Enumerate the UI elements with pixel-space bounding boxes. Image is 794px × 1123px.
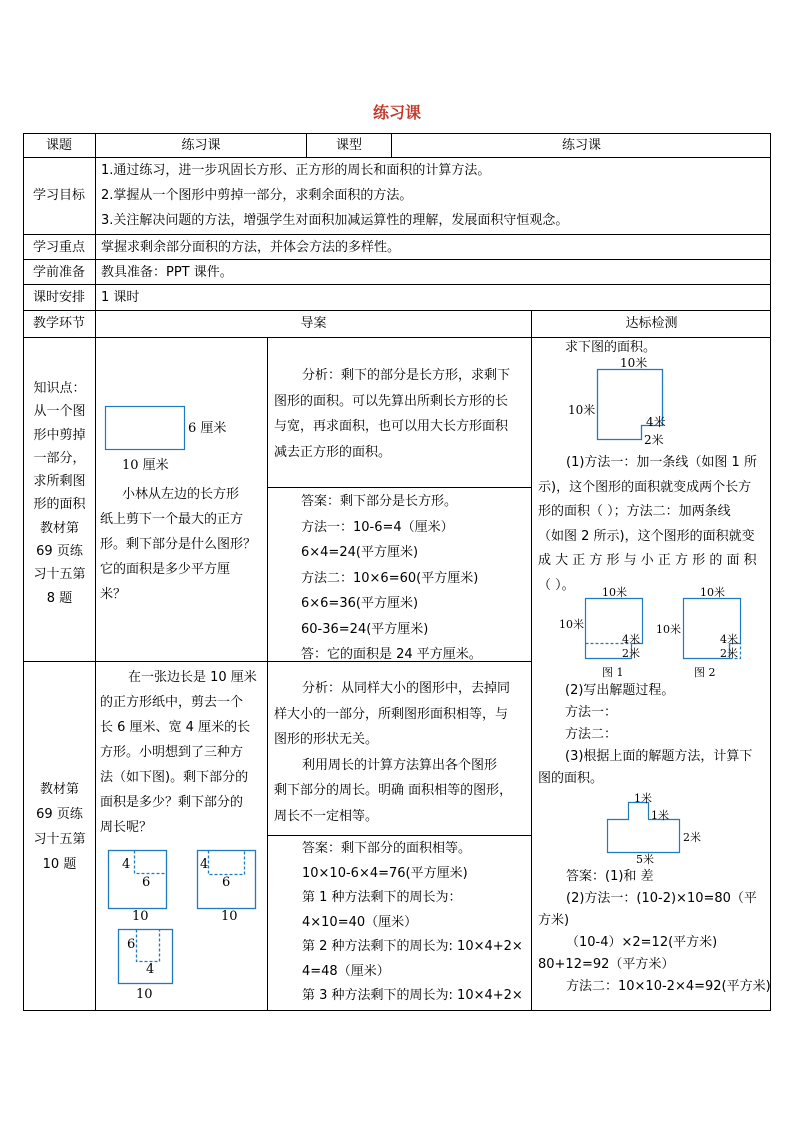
- method-figures: [552, 583, 767, 681]
- fig2-caption: 图 2: [694, 666, 716, 679]
- prep-text: 教具准备：PPT 课件。: [101, 265, 233, 280]
- fig1-caption: 图 1: [602, 666, 624, 679]
- fig3-right-label: 2米: [683, 831, 701, 844]
- check-answer: 答案：(1)和 差 (2)方法一：(10-2)×10=80（平 方米) （10-4）×2=12(平方米) 80+12=92（平方米） 方法二：10×10-2×4=92(平方米): [538, 869, 771, 994]
- section2-answer: 答案：剩下部分的面积相等。 10×10-6×4=76(平方厘米) 第 1 种方法剩下的周长为： 4×10=40（厘米） 第 2 种方法剩下的周长为: 10×4+2× 4=48（厘米） 第 3 种方法剩下的周长为: 10×4+2×: [302, 841, 523, 1003]
- figure-height-label: 6 厘米: [188, 421, 227, 436]
- fig1-top-label: 10米: [602, 586, 627, 599]
- fig2-top-label: 10米: [700, 586, 725, 599]
- fig-label-4: 4: [200, 857, 209, 872]
- fig-label-10: 10: [136, 987, 153, 1002]
- fig2-small-label: 4米: [720, 633, 738, 646]
- fig3-top-label: 1米: [634, 792, 652, 805]
- fig-label-10: 10: [221, 909, 238, 924]
- type-value: 练习课: [561, 138, 601, 153]
- figure-width-label: 10 厘米: [122, 458, 169, 473]
- section1-step: 知识点： 从一个图 形中剪掉 一部分， 求所剩图 形的面积 教材第 69 页练 习十五第 8 题: [33, 381, 86, 606]
- section1-analysis: 分析：剩下的部分是长方形，求剩下 图形的面积。可以先算出所剩长方形的长 与宽，再求面积，也可以用大长方形面积 减去正方形的面积。: [274, 368, 511, 460]
- fig-label-6: 6: [127, 937, 136, 952]
- fig-label-4: 4: [146, 962, 155, 977]
- fig1-bottom-label: 2米: [622, 647, 640, 660]
- fig-top-label: 10米: [620, 356, 648, 370]
- label-focus: 学习重点: [32, 240, 85, 255]
- fig3-bottom-label: 5米: [636, 853, 654, 866]
- schedule-text: 1 课时: [101, 290, 140, 305]
- fig-label-6: 6: [142, 875, 151, 890]
- goal-item: 3.关注解决问题的方法，增强学生对面积加减运算性的理解，发展面积守恒观念。: [101, 213, 569, 228]
- focus-text: 掌握求剩余部分面积的方法，并体会方法的多样性。: [101, 240, 401, 255]
- header-check: 达标检测: [625, 316, 678, 331]
- check-question: 求下图的面积。: [565, 340, 657, 355]
- check-part2: (2)写出解题过程。 方法一： 方法二： (3)根据上面的解题方法，计算下 图的面积。: [538, 683, 753, 786]
- goal-item: 1.通过练习，进一步巩固长方形、正方形的周长和面积的计算方法。: [101, 163, 491, 178]
- label-schedule: 课时安排: [32, 290, 85, 305]
- fig2-left-label: 10米: [656, 623, 681, 636]
- fig-bottom-label: 2米: [644, 433, 664, 447]
- rectangle-figure: [100, 400, 260, 475]
- section2-question: 在一张边长是 10 厘米 的正方形纸中，剪去一个 长 6 厘米、宽 4 厘米的长 方形。小明想到了三种方 法（如下图)。剩下部分的 面积是多少？剩下部分的 周长呢？: [100, 670, 257, 835]
- section2-analysis: 分析：从同样大小的图形中，去掉同 样大小的一部分，所剩图形面积相等，与 图形的形状无关。 利用周长的计算方法算出各个图形 剩下部分的周长。明确 面积相等的图形， 周长不一定相等。: [274, 681, 513, 824]
- fig-small-label: 4米: [646, 415, 666, 429]
- label-type: 课型: [335, 138, 362, 153]
- page-title: 练习课: [372, 103, 421, 122]
- cut-methods-figure: [100, 840, 266, 1005]
- label-prep: 学前准备: [32, 265, 85, 280]
- fig-label-10: 10: [132, 909, 149, 924]
- section2-step: 教材第 69 页练 习十五第 10 题: [33, 782, 86, 872]
- fig2-bottom-label: 2米: [720, 647, 738, 660]
- fig1-small-label: 4米: [622, 633, 640, 646]
- fig-left-label: 10米: [568, 403, 596, 417]
- step-shape-figure: [600, 790, 710, 868]
- label-topic: 课题: [45, 138, 72, 153]
- goal-item: 2.掌握从一个图形中剪掉一部分，求剩余面积的方法。: [101, 188, 413, 203]
- section1-answer: 答案：剩下部分是长方形。 方法一：10-6=4（厘米） 6×4=24(平方厘米) 方法二：10×6=60(平方厘米) 6×6=36(平方厘米) 60-36=24(平方厘米) 答：它的面积是 24 平方厘米。: [301, 494, 482, 662]
- label-goals: 学习目标: [32, 188, 85, 203]
- fig3-step-label: 1米: [651, 809, 669, 822]
- fig-label-4: 4: [122, 857, 131, 872]
- fig-label-6: 6: [222, 875, 231, 890]
- header-guide: 导案: [300, 316, 327, 331]
- l-shape-figure: [560, 355, 700, 450]
- topic-value: 练习课: [181, 138, 221, 153]
- header-step: 教学环节: [32, 316, 85, 331]
- section1-question: 小林从左边的长方形 纸上剪下一个最大的正方 形。剩下部分是什么图形？ 它的面积是多少平方厘 米？: [100, 487, 257, 602]
- fig1-left-label: 10米: [559, 618, 584, 631]
- check-part1: (1)方法一：加一条线（如图 1 所 示)，这个图形的面积就变成两个长方 形的面积（ ）；方法二：加两条线 （如图 2 所示)，这个图形的面积就变 成 大 正 方 形 与 小 正 方 形 的 面 积 （ ）。: [538, 455, 757, 593]
